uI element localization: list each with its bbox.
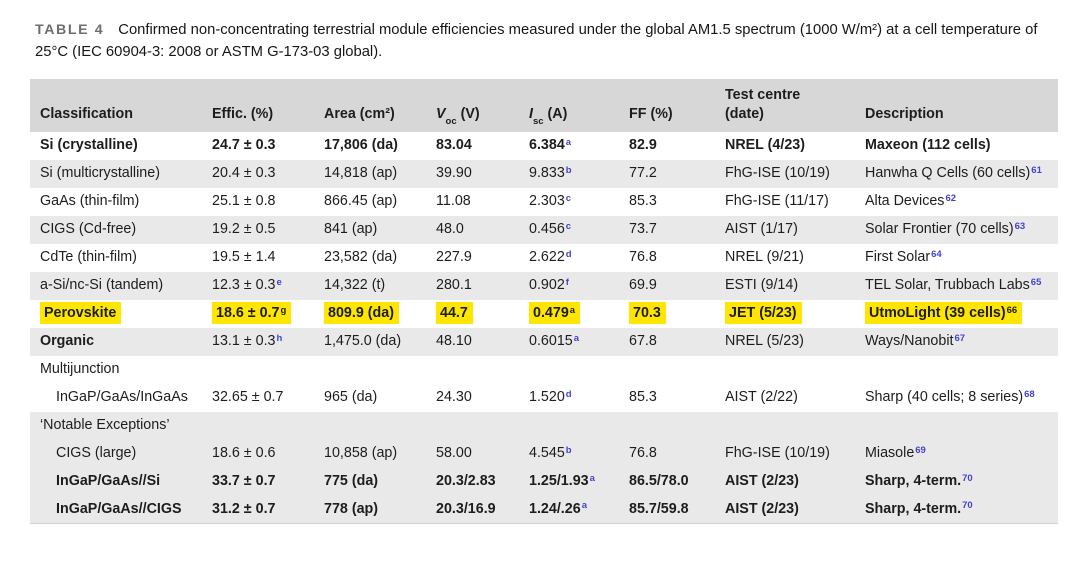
cell-voc: 48.0: [436, 216, 529, 244]
citation-ref[interactable]: 66: [1006, 304, 1018, 316]
cell-efficiency: [212, 468, 324, 496]
header-isc: [529, 79, 629, 131]
cell-isc: [529, 440, 629, 468]
value-text: Sharp (40 cells; 8 series): [865, 389, 1024, 406]
footnote-marker: e: [276, 276, 282, 288]
header-description: Description: [865, 79, 1058, 131]
cell-isc: [529, 244, 629, 272]
cell-efficiency: [212, 188, 324, 216]
value-text: UtmoLight (39 cells): [869, 305, 1006, 322]
footnote-marker: c: [565, 192, 572, 204]
table-row-perovskite: [30, 300, 1058, 328]
header-area: Area (cm²): [324, 79, 436, 131]
footnote-marker: g: [280, 304, 287, 316]
cell-voc: 20.3/16.9: [436, 496, 529, 524]
cell-test-centre: AIST (2/22): [725, 389, 798, 406]
cell-test-centre: FhG-ISE (10/19): [725, 160, 865, 188]
table-caption-text: Confirmed non-concentrating terrestrial module efficiencies measured under the global AM1.5 spectrum (1000 W/m²) at a cell temperature of 25°C (IEC 60904-3: 2008 or ASTM G-173-03 global).: [35, 22, 1038, 61]
citation-ref[interactable]: 62: [945, 192, 957, 204]
citation-ref[interactable]: 68: [1024, 388, 1035, 400]
cell-description: [865, 496, 1058, 524]
cell-fill-factor: [629, 300, 725, 328]
citation-ref[interactable]: 70: [962, 472, 973, 484]
value-text: 6.384: [529, 137, 565, 154]
citation-ref[interactable]: 63: [1014, 220, 1026, 232]
cell-area: 10,858 (ap): [324, 440, 436, 468]
highlight: [40, 302, 121, 324]
footnote-marker: a: [589, 472, 595, 484]
cell-area: 841 (ap): [324, 216, 436, 244]
cell-classification: a-Si/nc-Si (tandem): [30, 272, 212, 300]
module-efficiency-table: [30, 79, 1058, 524]
test-centre-line2: (date): [725, 106, 764, 123]
cell-efficiency: [212, 216, 324, 244]
cell-isc: [529, 300, 629, 328]
cell-efficiency: [212, 132, 324, 160]
header-row: [30, 79, 1058, 131]
value-text: 809.9 (da): [328, 305, 394, 322]
cell-voc: 20.3/2.83: [436, 468, 529, 496]
cell-isc: [529, 496, 629, 524]
value-text: Solar Frontier (70 cells): [865, 221, 1014, 238]
value-text: 2.303: [529, 193, 565, 210]
table-row-si-multicrystalline: [30, 160, 1058, 188]
footnote-marker: f: [565, 276, 569, 288]
cell-voc: 11.08: [436, 193, 471, 210]
value-text: Sharp, 4-term.: [865, 500, 962, 517]
footnote-marker: b: [565, 444, 572, 456]
header-classification: Classification: [30, 79, 212, 131]
voc-unit: (V): [456, 106, 480, 123]
cell-description: [865, 300, 1058, 328]
highlight: [212, 302, 291, 324]
footnote-marker: b: [565, 164, 572, 176]
cell-test-centre: AIST (1/17): [725, 216, 865, 244]
footnote-marker: d: [565, 248, 572, 260]
cell-test-centre: FhG-ISE (10/19): [725, 440, 865, 468]
header-efficiency: Effic. (%): [212, 79, 324, 131]
cell-area: 965 (da): [324, 389, 378, 406]
cell-voc: 83.04: [436, 137, 472, 154]
cell-classification: GaAs (thin-film): [40, 193, 140, 210]
cell-area: 1,475.0 (da): [324, 328, 436, 356]
cell-fill-factor: 86.5/78.0: [629, 468, 725, 496]
value-text: 31.2 ± 0.7: [212, 500, 276, 517]
value-text: 18.6 ± 0.6: [212, 445, 276, 462]
cell-fill-factor: 85.3: [629, 193, 657, 210]
cell-classification: InGaP/GaAs//Si: [30, 468, 212, 496]
value-text: 24.7 ± 0.3: [212, 137, 276, 154]
value-text: Alta Devices: [865, 193, 945, 210]
cell-classification: CIGS (Cd-free): [30, 216, 212, 244]
cell-isc: [529, 160, 629, 188]
table-row-ingap-gaas-ingaas: [30, 384, 1058, 412]
value-text: Sharp, 4-term.: [865, 473, 962, 490]
cell-efficiency: [212, 272, 324, 300]
value-text: 12.3 ± 0.3: [212, 277, 276, 294]
cell-isc: [529, 384, 629, 412]
cell-efficiency: [212, 328, 324, 356]
value-text: 4.545: [529, 445, 565, 462]
value-text: 44.7: [440, 305, 468, 322]
cell-fill-factor: 76.8: [629, 249, 657, 266]
cell-test-centre: [725, 300, 865, 328]
value-text: JET (5/23): [729, 305, 797, 322]
cell-voc: 227.9: [436, 249, 472, 266]
highlight: [324, 302, 399, 324]
cell-efficiency: [212, 384, 324, 412]
cell-efficiency: [212, 160, 324, 188]
header-fill-factor: FF (%): [629, 79, 725, 131]
test-centre-line1: Test centre: [725, 87, 801, 104]
cell-isc: [529, 132, 629, 160]
footnote-marker: d: [565, 388, 572, 400]
value-text: 0.902: [529, 277, 565, 294]
cell-description: [865, 244, 1058, 272]
footnote-marker: h: [276, 332, 283, 344]
footnote-marker: a: [581, 500, 587, 512]
cell-efficiency: [212, 440, 324, 468]
table-row-cigs-cd-free: [30, 216, 1058, 244]
cell-classification: InGaP/GaAs//CIGS: [30, 496, 212, 524]
cell-area: 775 (da): [324, 468, 436, 496]
highlight: [865, 302, 1022, 324]
group-label: Multijunction: [40, 361, 120, 378]
cell-fill-factor: 85.3: [629, 389, 657, 406]
cell-fill-factor: 76.8: [629, 440, 725, 468]
value-text: 0.6015: [529, 333, 573, 350]
group-row-multijunction: [30, 356, 1058, 384]
value-text: 0.479: [533, 305, 569, 322]
highlight: [436, 302, 473, 324]
table-row-gaas-thin-film: [30, 188, 1058, 216]
cell-voc: [436, 300, 529, 328]
cell-test-centre: NREL (5/23): [725, 328, 865, 356]
cell-area: 14,322 (t): [324, 272, 436, 300]
value-text: Miasole: [865, 445, 915, 462]
cell-fill-factor: 77.2: [629, 160, 725, 188]
cell-description: [865, 188, 1058, 216]
value-text: 0.456: [529, 221, 565, 238]
value-text: 13.1 ± 0.3: [212, 333, 276, 350]
cell-description: [865, 440, 1058, 468]
cell-test-centre: AIST (2/23): [725, 468, 865, 496]
citation-ref[interactable]: 69: [915, 444, 926, 456]
value-text: First Solar: [865, 249, 931, 266]
value-text: 2.622: [529, 249, 565, 266]
isc-subscript: sc: [532, 115, 544, 127]
value-text: 25.1 ± 0.8: [212, 193, 276, 210]
cell-classification: CdTe (thin-film): [40, 249, 137, 266]
cell-description: [865, 216, 1058, 244]
cell-description: [865, 160, 1058, 188]
value-text: Hanwha Q Cells (60 cells): [865, 165, 1031, 182]
cell-classification: Organic: [30, 328, 212, 356]
footnote-marker: a: [565, 136, 572, 148]
cell-fill-factor: 67.8: [629, 328, 725, 356]
cell-description: [865, 272, 1058, 300]
group-row-notable-exceptions: [30, 412, 1058, 440]
table-row-organic: [30, 328, 1058, 356]
citation-ref[interactable]: 65: [1030, 276, 1042, 288]
voc-symbol: V: [436, 106, 446, 123]
table-row-si-crystalline: [30, 132, 1058, 160]
cell-description: [865, 468, 1058, 496]
cell-isc: [529, 188, 629, 216]
cell-test-centre: FhG-ISE (11/17): [725, 193, 829, 210]
cell-test-centre: ESTI (9/14): [725, 272, 865, 300]
footnote-marker: a: [569, 304, 576, 316]
highlight: [529, 302, 580, 324]
value-text: Maxeon (112 cells): [865, 137, 991, 154]
cell-fill-factor: 85.7/59.8: [629, 496, 725, 524]
voc-subscript: oc: [445, 115, 457, 127]
cell-area: 778 (ap): [324, 496, 436, 524]
cell-area: 23,582 (da): [324, 249, 398, 266]
value-text: 32.65 ± 0.7: [212, 389, 284, 406]
table-caption: [0, 0, 1080, 63]
cell-fill-factor: 82.9: [629, 137, 657, 154]
value-text: 18.6 ± 0.7: [216, 305, 280, 322]
cell-efficiency: [212, 496, 324, 524]
highlight: [725, 302, 802, 324]
cell-classification: Si (multicrystalline): [30, 160, 212, 188]
cell-test-centre: NREL (9/21): [725, 249, 804, 266]
table-row-cigs-large: [30, 440, 1058, 468]
citation-ref[interactable]: 64: [931, 248, 942, 260]
cell-voc: 58.00: [436, 440, 529, 468]
isc-unit: (A): [543, 106, 568, 123]
value-text: TEL Solar, Trubbach Labs: [865, 277, 1030, 294]
value-text: 1.520: [529, 389, 565, 406]
value-text: 9.833: [529, 165, 565, 182]
footnote-marker: c: [565, 220, 572, 232]
cell-isc: [529, 468, 629, 496]
cell-isc: [529, 216, 629, 244]
value-text: 19.2 ± 0.5: [212, 221, 276, 238]
table-number-label: TABLE 4: [35, 22, 105, 38]
cell-efficiency: [212, 244, 324, 272]
cell-description: [865, 132, 1058, 160]
cell-voc: 48.10: [436, 328, 529, 356]
citation-ref[interactable]: 61: [1031, 164, 1042, 176]
cell-area: 17,806 (da): [324, 137, 398, 154]
value-text: 70.3: [633, 305, 661, 322]
cell-description: [865, 328, 1058, 356]
cell-classification: Si (crystalline): [40, 137, 138, 154]
table-row-cdte-thin-film: [30, 244, 1058, 272]
cell-voc: 280.1: [436, 272, 529, 300]
cell-isc: [529, 328, 629, 356]
cell-classification: [30, 300, 212, 328]
value-text: Ways/Nanobit: [865, 333, 954, 350]
value-text: 19.5 ± 1.4: [212, 249, 276, 266]
table-row-asi-ncsi-tandem: [30, 272, 1058, 300]
value-text: 1.25/1.93: [529, 473, 589, 490]
citation-ref[interactable]: 67: [954, 332, 966, 344]
cell-voc: 39.90: [436, 160, 529, 188]
value-text: 1.24/.26: [529, 500, 581, 517]
cell-area: [324, 300, 436, 328]
cell-classification: InGaP/GaAs/InGaAs: [56, 389, 188, 406]
header-test-centre: [725, 79, 865, 131]
citation-ref[interactable]: 70: [962, 500, 973, 512]
value-text: Perovskite: [44, 305, 117, 322]
table-row-ingap-gaas-si: [30, 468, 1058, 496]
footnote-marker: a: [573, 332, 580, 344]
highlight: [629, 302, 666, 324]
cell-fill-factor: 73.7: [629, 216, 725, 244]
table-row-ingap-gaas-cigs: [30, 496, 1058, 524]
isc-symbol: I: [529, 106, 533, 123]
group-label: ‘Notable Exceptions’: [30, 412, 1058, 440]
cell-voc: 24.30: [436, 389, 472, 406]
value-text: 33.7 ± 0.7: [212, 473, 276, 490]
cell-fill-factor: 69.9: [629, 272, 725, 300]
cell-area: 14,818 (ap): [324, 160, 436, 188]
cell-test-centre: NREL (4/23): [725, 137, 805, 154]
value-text: 20.4 ± 0.3: [212, 165, 276, 182]
cell-area: 866.45 (ap): [324, 193, 398, 210]
cell-efficiency: [212, 300, 324, 328]
cell-description: [865, 384, 1058, 412]
cell-test-centre: AIST (2/23): [725, 496, 865, 524]
cell-isc: [529, 272, 629, 300]
header-voc: [436, 79, 529, 131]
cell-classification: CIGS (large): [30, 440, 212, 468]
